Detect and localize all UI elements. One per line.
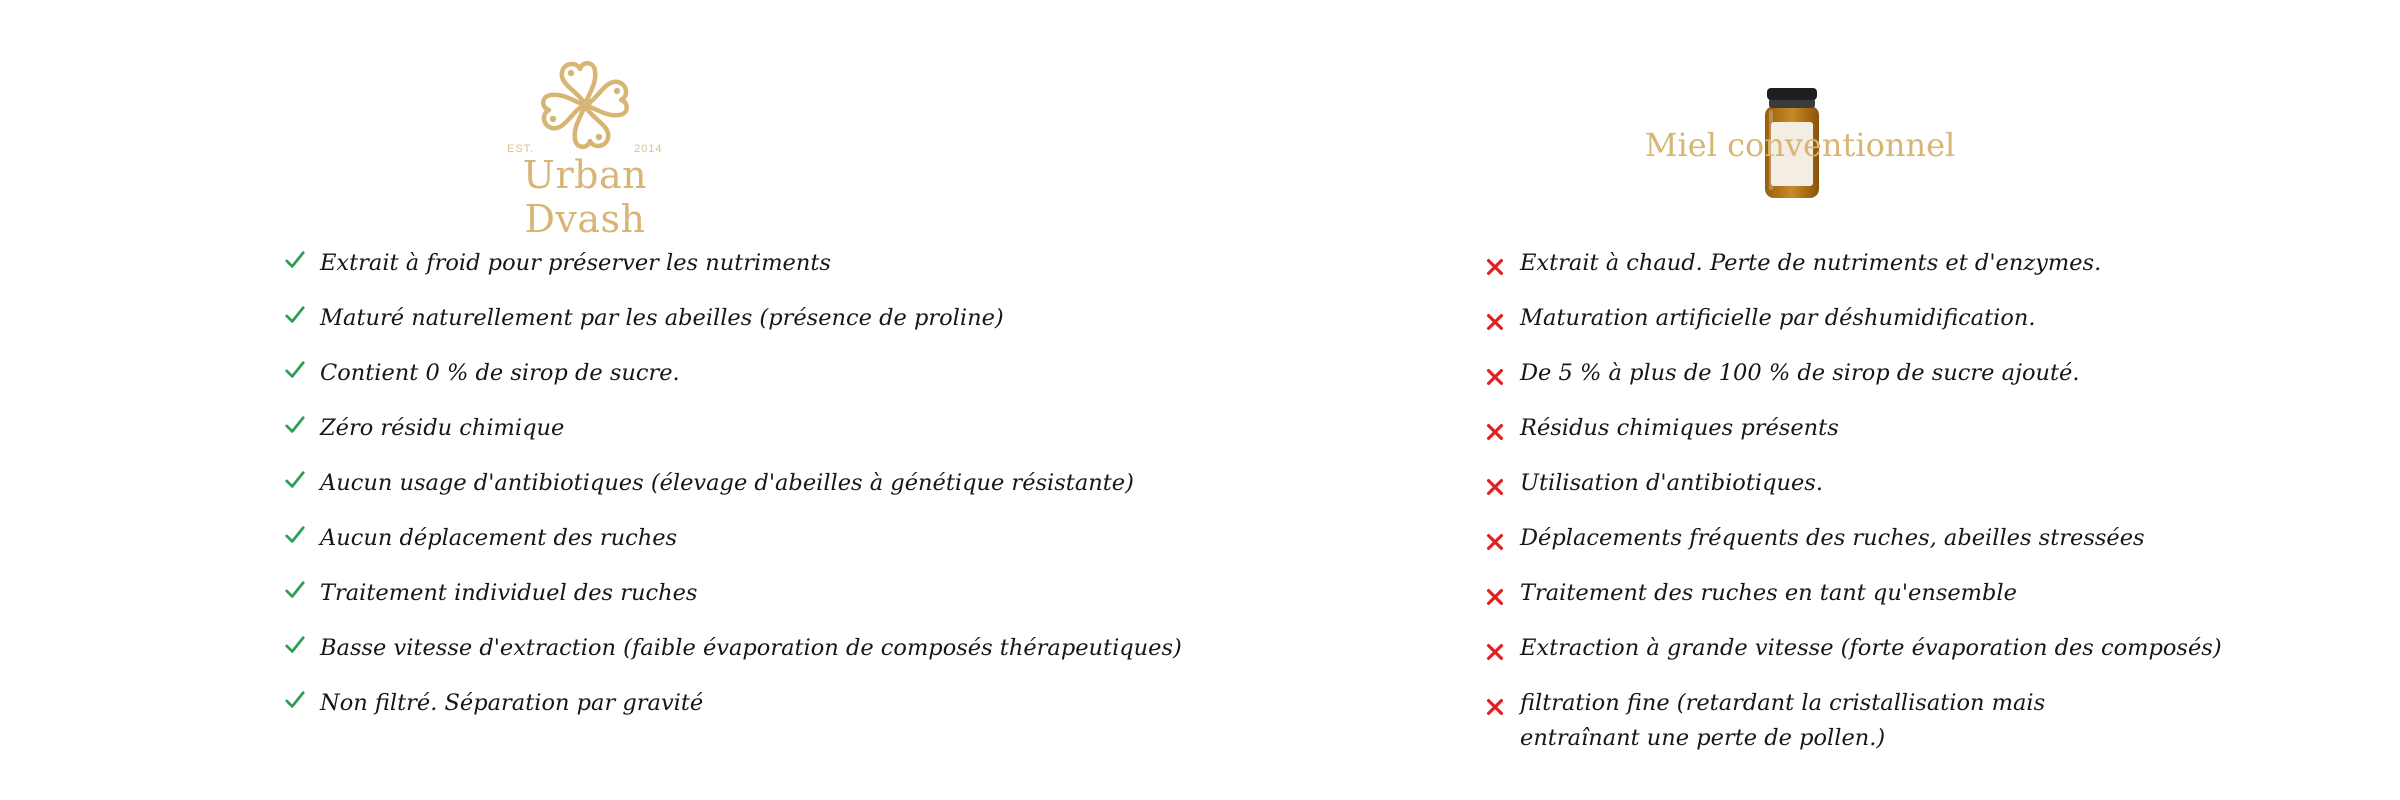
flower-logo-icon	[535, 55, 635, 155]
list-item	[280, 356, 1182, 391]
item-text: Résidus chimiques présents	[1520, 415, 1839, 441]
conventional-honey-header	[1640, 78, 1960, 208]
list-item	[1480, 301, 2222, 336]
item-text: Traitement des ruches en tant qu'ensemble	[1520, 580, 2017, 606]
list-item	[280, 521, 1182, 556]
check-icon	[284, 414, 306, 436]
item-text: Contient 0 % de sirop de sucre.	[320, 360, 680, 386]
item-text: Aucun déplacement des ruches	[320, 525, 678, 551]
conventional-honey-drawbacks-list	[1480, 246, 2222, 756]
urban-dvash-benefits-list	[280, 246, 1182, 721]
list-item	[280, 411, 1182, 446]
item-text: De 5 % à plus de 100 % de sirop de sucre ajouté.	[1520, 360, 2080, 386]
list-item	[1480, 576, 2222, 611]
check-icon	[284, 469, 306, 491]
list-item	[1480, 246, 2222, 281]
est-year: 2014	[634, 143, 663, 155]
check-icon	[284, 634, 306, 656]
conventional-honey-title: Miel conventionnel	[1644, 126, 1956, 164]
cross-icon	[1484, 531, 1506, 553]
check-icon	[284, 249, 306, 271]
cross-icon	[1484, 696, 1506, 718]
item-text: Extrait à froid pour préserver les nutriments	[320, 250, 831, 276]
list-item	[280, 466, 1182, 501]
item-text-line-2: entraînant une perte de pollen.)	[1520, 725, 1886, 751]
cross-icon	[1484, 366, 1506, 388]
list-item	[1480, 631, 2222, 666]
brand-name: Urban Dvash	[522, 153, 648, 241]
item-text: Maturation artificielle par déshumidification.	[1520, 305, 2036, 331]
item-text: Basse vitesse d'extraction (faible évaporation de composés thérapeutiques)	[320, 635, 1182, 661]
cross-icon	[1484, 586, 1506, 608]
item-text: Traitement individuel des ruches	[320, 580, 698, 606]
list-item	[1480, 356, 2222, 391]
check-icon	[284, 359, 306, 381]
item-text: Maturé naturellement par les abeilles (présence de proline)	[320, 305, 1004, 331]
est-label: EST.	[507, 143, 535, 155]
item-text: Déplacements fréquents des ruches, abeilles stressées	[1520, 525, 2145, 551]
list-item	[280, 301, 1182, 336]
urban-dvash-logo	[460, 55, 710, 241]
list-item	[280, 246, 1182, 281]
list-item	[280, 631, 1182, 666]
check-icon	[284, 689, 306, 711]
cross-icon	[1484, 641, 1506, 663]
cross-icon	[1484, 311, 1506, 333]
item-text: Zéro résidu chimique	[320, 415, 565, 441]
check-icon	[284, 579, 306, 601]
item-text: Extraction à grande vitesse (forte évaporation des composés)	[1520, 635, 2222, 661]
list-item	[1480, 521, 2222, 556]
list-item	[1480, 466, 2222, 501]
item-text: Non filtré. Séparation par gravité	[320, 690, 704, 716]
item-text: Utilisation d'antibiotiques.	[1520, 470, 1824, 496]
cross-icon	[1484, 256, 1506, 278]
check-icon	[284, 304, 306, 326]
cross-icon	[1484, 476, 1506, 498]
item-text-line-1: filtration fine (retardant la cristallisation mais	[1520, 690, 2046, 716]
list-item	[280, 686, 1182, 721]
list-item	[1480, 411, 2222, 446]
list-item	[1480, 686, 2222, 756]
item-text: Aucun usage d'antibiotiques (élevage d'abeilles à génétique résistante)	[320, 470, 1134, 496]
item-text: Extrait à chaud. Perte de nutriments et d'enzymes.	[1520, 250, 2102, 276]
list-item	[280, 576, 1182, 611]
check-icon	[284, 524, 306, 546]
cross-icon	[1484, 421, 1506, 443]
